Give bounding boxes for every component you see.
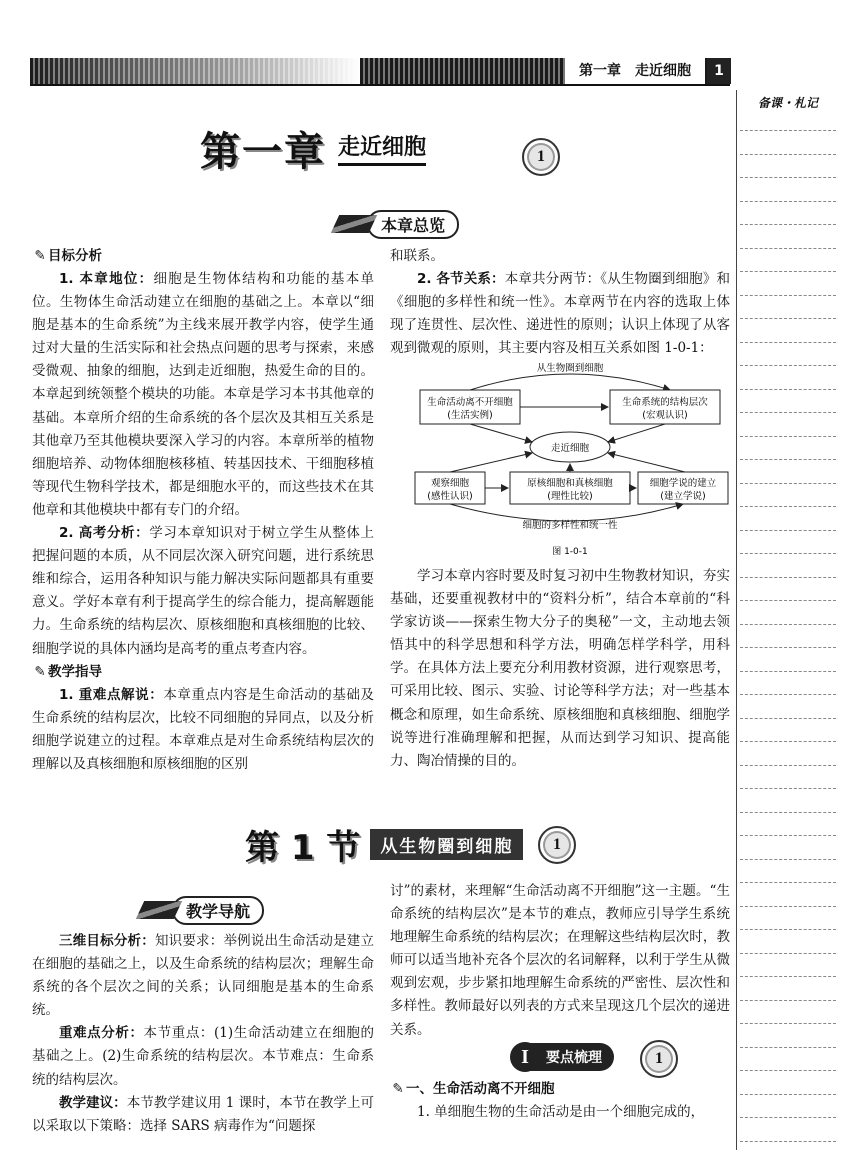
note-line: [740, 765, 836, 766]
note-line: [740, 929, 836, 930]
note-line: [740, 812, 836, 813]
bottom-arc: [450, 504, 683, 521]
pen-icon: ✎: [392, 1081, 404, 1097]
paragraph: 2. 高考分析：学习本章知识对于树立学生从整体上把握问题的本质，从不同层次深入研究问题，进行系统思维和综合，运用各种知识与能力解决实际问题都具有重要意义。学好本章有利于提高学生的综合能力，提高解题能力。生命系统的结构层次、原核细胞和真核细胞的比较、细胞学说的具体内涵均是高考的重点考查内容。: [32, 525, 374, 657]
notes-divider: [736, 90, 737, 1150]
arrow: [608, 453, 685, 472]
right-column-top: [390, 245, 730, 360]
note-line: [740, 506, 836, 507]
paragraph: 重难点分析：本节重点：(1)生命活动建立在细胞的基础之上。(2)生命系统的结构层次。本节难点：生命系统的结构层次。: [32, 1025, 375, 1088]
note-line: [740, 365, 836, 366]
box-text: (感性认识): [427, 491, 473, 502]
chapter-title-sub: 走近细胞: [338, 130, 426, 166]
note-line: [740, 436, 836, 437]
paragraph: 2. 各节关系：本章共分两节：《从生物圈到细胞》和《细胞的多样性和统一性》。本章两节在内容的选取上体现了连贯性、层次性、递进性的原则；认识上体现了从客观到微观的原则，其主要内容及相互关系如图 1-0-1：: [390, 271, 730, 357]
section-title: [245, 822, 545, 866]
note-line: [740, 201, 836, 202]
diagram-bottom-label: 细胞的多样性和统一性: [522, 520, 618, 531]
note-line: [740, 671, 836, 672]
roman-one-icon: I: [510, 1042, 540, 1072]
note-line: [740, 530, 836, 531]
section-title-main: 第 1 节: [245, 827, 361, 868]
chapter-title-main: 第一章: [200, 128, 326, 175]
paragraph: 和联系。: [390, 248, 444, 264]
guide-column: [32, 930, 374, 1138]
box-text: (生活实例): [447, 410, 493, 421]
chapter-badge: 1: [522, 138, 560, 176]
key-points-badge: 1: [640, 1040, 678, 1078]
note-line: [740, 976, 836, 977]
key-points-banner: [510, 1042, 614, 1072]
note-line: [740, 177, 836, 178]
note-line: [740, 953, 836, 954]
note-line: [740, 694, 836, 695]
note-line: [740, 624, 836, 625]
note-line: [740, 1023, 836, 1024]
note-line: [740, 741, 836, 742]
note-line: [740, 248, 836, 249]
running-header: 第一章 走近细胞: [565, 58, 705, 84]
page-number: 1: [707, 58, 731, 84]
section-badge: 1: [538, 826, 576, 864]
key-points-label: 要点梳理: [530, 1043, 614, 1071]
guide-banner: [140, 895, 264, 925]
header-band-fade: [30, 58, 360, 84]
relation-diagram: [410, 360, 730, 560]
paragraph: 学习本章内容时要及时复习初中生物教材知识，夯实基础，还要重视教材中的“资料分析”，结合本章前的“科学家访谈——探索生物大分子的奥秘”一文，主动地去领悟其中的科学思想和科学方法，明确怎样学科学，用科学。在具体方法上要充分利用教材资源，进行观察思考，可采用比较、图示、实验、讨论等科学方法；对一些基本概念和原理，如生命系统、原核细胞和真核细胞、细胞学说等进行准确理解和把握，从而达到学习知识、提高能力、陶冶情操的目的。: [390, 568, 730, 769]
note-line: [740, 600, 836, 601]
left-column: [32, 245, 374, 776]
center-text: 走近细胞: [550, 443, 590, 454]
header-rule: [30, 84, 730, 86]
note-line: [740, 1047, 836, 1048]
figure-caption: 图 1-0-1: [552, 547, 588, 557]
note-line: [740, 647, 836, 648]
note-line: [740, 1117, 836, 1118]
paragraph: 教学建议：本节教学建议用 1 课时，本节在教学上可以采取以下策略：选择 SARS 病毒作为“问题探: [32, 1094, 375, 1134]
right-column-bottom: [390, 565, 730, 773]
note-line: [740, 553, 836, 554]
note-line: [740, 318, 836, 319]
box-text: (宏观认识): [642, 410, 688, 421]
guide-banner-label: 教学导航: [172, 896, 264, 925]
note-line: [740, 389, 836, 390]
diagram-top-label: 从生物圈到细胞: [536, 363, 604, 374]
box-text: 生命活动离不开细胞: [427, 397, 513, 408]
paragraph: 三维目标分析：知识要求：举例说出生命活动是建立在细胞的基础之上，以及生命系统的结构层次；理解生命系统的各个层次之间的关系；认同细胞是基本的生命系统。: [32, 933, 375, 1019]
paragraph: 1. 本章地位：细胞是生物体结构和功能的基本单位。生物体生命活动建立在细胞的基础之上。本章以“细胞是基本的生命系统”为主线来展开教学内容，使学生通过对大量的生活实际和社会热点问题的思考与探索，来感受微观、抽象的细胞，达到走近细胞，热爱生命的目的。本章起到统领整个模块的功能。本章是学习本书其他章的基础。本章所介绍的生命系统的各个层次及其相互关系是其他章乃至其他模块要深入学习的内容。本章所举的植物细胞培养、动物体细胞核移植、转基因技术、干细胞移植等现代生物科学技术，都是细胞水平的，而这些技术在其他章和其他模块中都有专门的介绍。: [32, 271, 374, 518]
right-column-section: [390, 880, 730, 1042]
note-line: [740, 224, 836, 225]
note-line: [740, 412, 836, 413]
note-line: [740, 906, 836, 907]
pen-icon: ✎: [34, 663, 46, 680]
paragraph: 1. 单细胞生物的生命活动是由一个细胞完成的，: [417, 1104, 705, 1120]
arrow: [470, 424, 532, 442]
paragraph: 讨”的素材，来理解“生命活动离不开细胞”这一主题。“生命系统的结构层次”是本节的难点，教师应引导学生系统地理解生命系统的结构层次；在理解这些结构层次时，教师可以适当地补充各个层次的名词解释，以利于学生从微观到宏观，步步紧扣地理解生命系统的严密性、层次性和多样性。教师最好以列表的方式来呈现这几个层次的递进关系。: [390, 883, 730, 1038]
note-line: [740, 295, 836, 296]
section-title-sub: 从生物圈到细胞: [370, 829, 523, 860]
box-text: (建立学说): [660, 491, 706, 502]
top-arc: [470, 374, 670, 390]
arrow: [608, 424, 665, 442]
note-line: [740, 1070, 836, 1071]
note-line: [740, 342, 836, 343]
key-points-column: [390, 1078, 730, 1124]
note-line: [740, 1141, 836, 1142]
note-line: [740, 459, 836, 460]
note-line: [740, 788, 836, 789]
section-heading-guide: ✎ 教学指导: [32, 661, 374, 684]
note-line: [740, 859, 836, 860]
note-line: [740, 1094, 836, 1095]
overview-banner: [335, 209, 459, 239]
box-text: 原核细胞和真核细胞: [527, 478, 613, 489]
overview-banner-label: 本章总览: [367, 210, 459, 239]
note-line: [740, 271, 836, 272]
box-text: 生命系统的结构层次: [622, 397, 708, 408]
section-heading-life: ✎ 一、生命活动离不开细胞: [390, 1078, 730, 1101]
note-line: [740, 1000, 836, 1001]
pen-icon: ✎: [34, 248, 46, 264]
note-line: [740, 577, 836, 578]
arrow: [450, 453, 532, 472]
paragraph: 1. 重难点解说：本章重点内容是生命活动的基础及生命系统的结构层次，比较不同细胞的异同点，以及分析细胞学说建立的过程。本章难点是对生命系统结构层次的理解以及真核细胞和原核细胞的区别: [32, 686, 374, 772]
box-text: (理性比较): [547, 491, 593, 502]
note-line: [740, 483, 836, 484]
note-line: [740, 130, 836, 131]
note-line: [740, 835, 836, 836]
section-heading-goals: ✎ 目标分析: [32, 245, 374, 268]
note-line: [740, 882, 836, 883]
note-line: [740, 154, 836, 155]
box-text: 细胞学说的建立: [649, 478, 717, 489]
box-text: 观察细胞: [430, 478, 470, 489]
note-line: [740, 718, 836, 719]
notes-heading: 备课・札记: [757, 96, 818, 110]
